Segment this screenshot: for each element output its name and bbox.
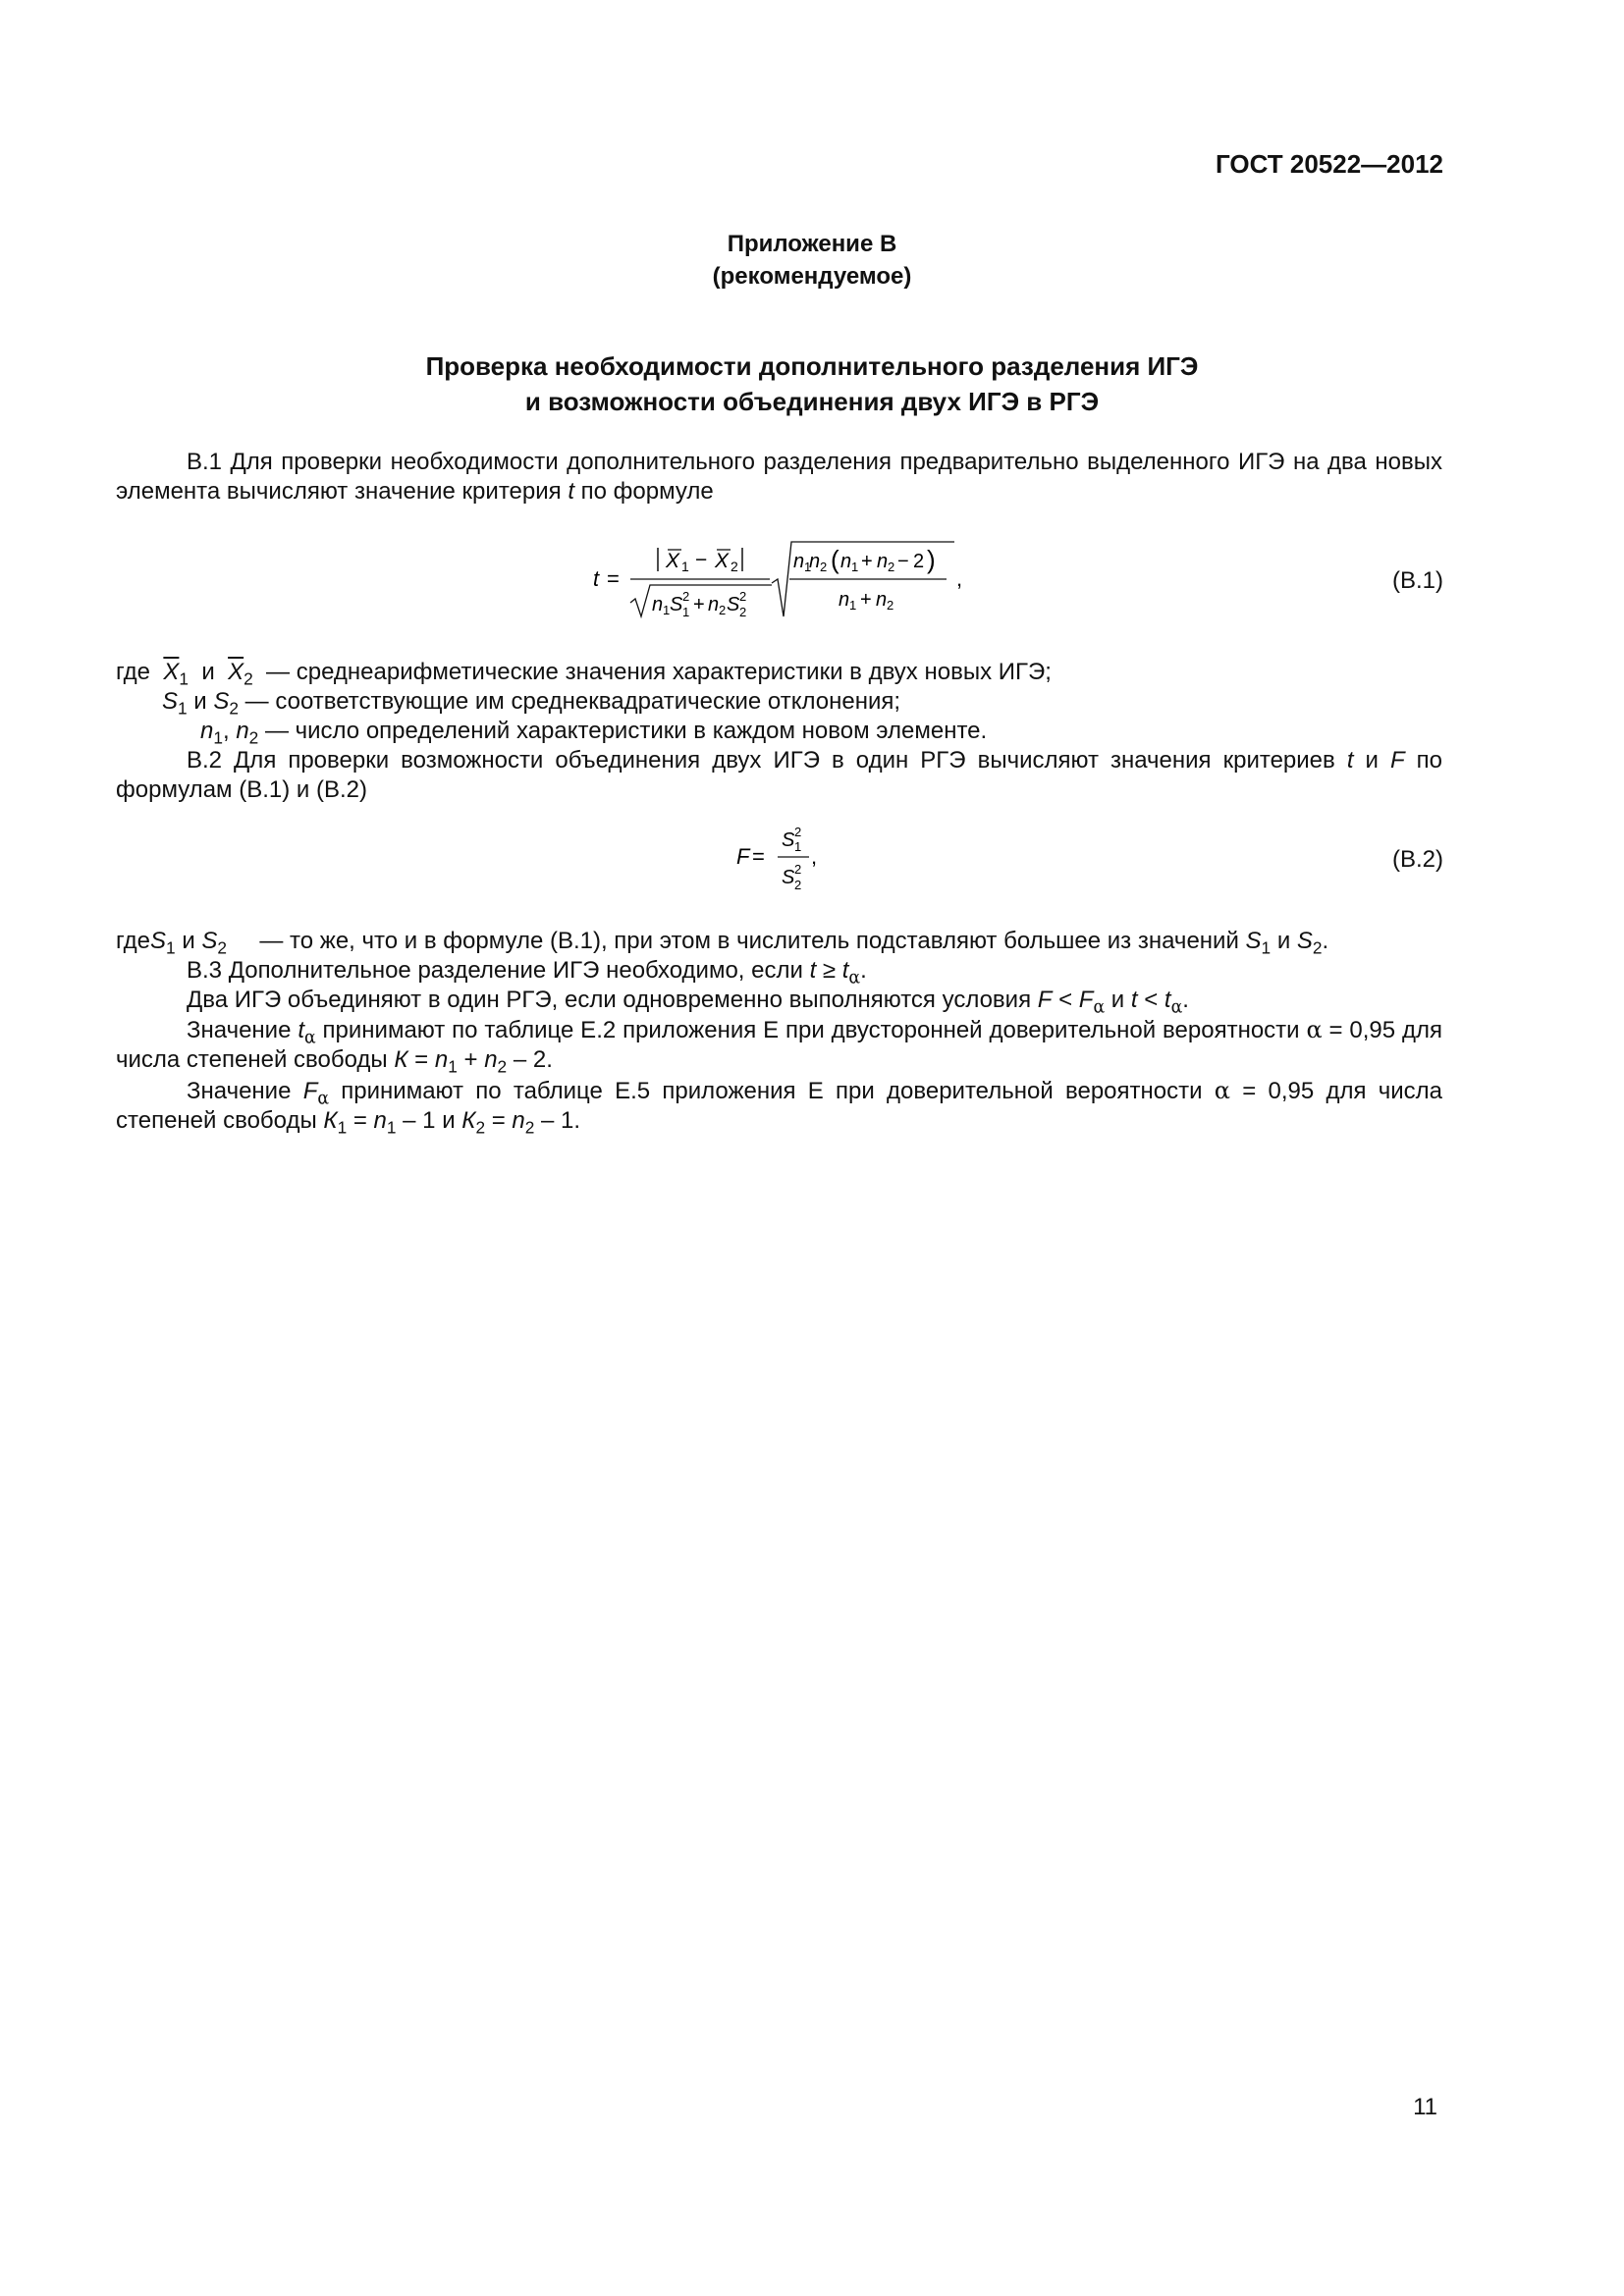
operator: = — [407, 1046, 435, 1073]
svg-text:2: 2 — [739, 589, 747, 604]
sub: 2 — [229, 698, 239, 719]
sub: 2 — [248, 727, 259, 748]
formula-b2-eq: = — [752, 844, 765, 869]
svg-text:+: + — [693, 594, 705, 615]
sub: 1 — [386, 1117, 397, 1138]
svg-text:1: 1 — [794, 839, 802, 854]
where-b2-line — [116, 927, 1328, 956]
var-s2: S — [201, 928, 218, 954]
formula-b1-eq: = — [607, 566, 620, 591]
formula-b2-comma: , — [811, 844, 818, 869]
paragraph-b1-text-end: по формуле — [573, 478, 714, 505]
svg-text:2: 2 — [888, 560, 895, 574]
page-number: 11 — [1413, 2094, 1437, 2120]
var-n1: n — [434, 1046, 449, 1073]
appendix-label: Приложение В — [727, 231, 897, 257]
operator: < — [1052, 987, 1079, 1013]
paragraph-b2 — [116, 746, 1442, 805]
appendix-heading — [0, 228, 1624, 293]
svg-text:+: + — [860, 589, 872, 611]
where-gde: где — [116, 659, 151, 685]
svg-text:n: n — [876, 589, 888, 611]
var-t-alpha: t — [1164, 987, 1171, 1013]
text: – 1. — [534, 1107, 581, 1134]
svg-text:n: n — [809, 551, 821, 572]
var-t: t — [1130, 987, 1138, 1013]
where-gde: где — [116, 928, 151, 954]
svg-text:S: S — [670, 594, 683, 615]
operator: = — [347, 1107, 374, 1134]
operator: + — [457, 1046, 485, 1073]
sub: 1 — [178, 698, 188, 719]
sub: 2 — [244, 668, 253, 689]
equation-number-b1: (В.1) — [1391, 567, 1443, 594]
var-n2: n — [236, 718, 249, 744]
var-t: t — [1346, 747, 1354, 774]
equation-number-b2: (В.2) — [1391, 846, 1443, 873]
sub: 2 — [475, 1117, 486, 1138]
svg-text:S: S — [782, 867, 795, 888]
svg-text:X: X — [715, 550, 730, 572]
var-t: t — [809, 957, 817, 984]
sep: , — [222, 718, 237, 744]
paragraph-b1 — [116, 448, 1442, 507]
where-line-x — [116, 658, 1052, 687]
svg-text:2: 2 — [731, 559, 738, 574]
var-n2: n — [512, 1107, 525, 1134]
formula-b2 — [727, 815, 835, 903]
svg-text:1: 1 — [849, 598, 857, 613]
var-n2: n — [484, 1046, 498, 1073]
var-t: t — [568, 478, 574, 505]
var-s1: S — [150, 928, 167, 954]
where-b2-desc: — то же, что и в формуле (В.1), при этом в числитель подставляют большее из значений — [259, 928, 1246, 954]
svg-text:2: 2 — [887, 598, 894, 613]
sub: 1 — [213, 727, 223, 748]
var-f: F — [1389, 747, 1405, 774]
sub: 1 — [179, 668, 189, 689]
conj: и — [1105, 987, 1131, 1013]
formula-b2-f: F — [736, 844, 750, 869]
where-x-desc: — среднеарифметические значения характеристики в двух новых ИГЭ; — [259, 659, 1052, 685]
alpha-symbol: α — [1306, 1016, 1323, 1043]
var-x2: $\overline{X}$ — [228, 659, 244, 685]
svg-text:2: 2 — [913, 551, 925, 572]
svg-text:(: ( — [831, 545, 839, 574]
sub-alpha: α — [848, 968, 861, 988]
svg-text:2: 2 — [719, 603, 727, 617]
sub: 1 — [448, 1056, 458, 1077]
var-k1: К — [323, 1107, 338, 1134]
svg-text:2: 2 — [794, 862, 802, 877]
conj: и — [1353, 747, 1390, 774]
formula-b1 — [579, 530, 992, 628]
sub-alpha: α — [1170, 997, 1183, 1018]
conj: и — [201, 659, 215, 685]
var-f-alpha: F — [1078, 987, 1094, 1013]
paragraph-merge-text: Два ИГЭ объединяют в один РГЭ, если одновременно выполняются условия — [187, 987, 1038, 1013]
var-n1: n — [200, 718, 214, 744]
paragraph-merge — [187, 986, 1189, 1018]
sub: 2 — [217, 937, 228, 958]
operator: ≥ — [816, 957, 842, 984]
sub-alpha: α — [317, 1089, 330, 1109]
paragraph-b2-text-end: по формулам (В.1) и (В.2) — [116, 747, 1443, 803]
svg-text:1: 1 — [663, 603, 671, 617]
var-t: t — [298, 1017, 304, 1043]
conj: и — [1271, 928, 1297, 954]
paragraph-b3-text: В.3 Дополнительное разделение ИГЭ необходимо, если — [187, 957, 810, 984]
var-x1: $\overline{X}$ — [163, 659, 180, 685]
var-k2: К — [461, 1107, 476, 1134]
svg-text:n: n — [840, 551, 852, 572]
svg-text:S: S — [782, 829, 795, 851]
section-title-line1: Проверка необходимости дополнительного разделения ИГЭ — [425, 351, 1199, 381]
punct: . — [860, 957, 867, 984]
paragraph-t-alpha-text: Значение — [187, 1017, 298, 1043]
appendix-kind: (рекомендуемое) — [712, 263, 912, 290]
svg-text:n: n — [793, 551, 805, 572]
var-s1: S — [1245, 928, 1262, 954]
svg-text:): ) — [927, 545, 936, 574]
svg-text:−: − — [695, 549, 708, 571]
svg-text:1: 1 — [682, 605, 690, 619]
var-k: К — [394, 1046, 408, 1073]
alpha-symbol: α — [1214, 1077, 1230, 1104]
sub-alpha: α — [1093, 997, 1106, 1018]
sub: 1 — [337, 1117, 348, 1138]
document-code: ГОСТ 20522—2012 — [1216, 149, 1443, 179]
punct: . — [1322, 928, 1329, 954]
svg-text:n: n — [877, 551, 889, 572]
where-s-desc: — соответствующие им среднеквадратические отклонения; — [239, 688, 901, 715]
operator: < — [1137, 987, 1164, 1013]
paragraph-b1-text: В.1 Для проверки необходимости дополнительного разделения предварительно выделенного ИГЭ на два новых элемента вычисляют значение критерия — [116, 449, 1442, 505]
var-s1: S — [162, 688, 179, 715]
paragraph-b2-text: В.2 Для проверки возможности объединения двух ИГЭ в один РГЭ вычисляют значения критериев — [187, 747, 1347, 774]
paragraph-t-alpha — [116, 1015, 1442, 1075]
paragraph-f-alpha-text: Значение — [187, 1078, 303, 1104]
sub: 1 — [166, 937, 176, 958]
svg-text:n: n — [839, 589, 850, 611]
formula-b1-comma: , — [956, 566, 963, 591]
svg-text:n: n — [708, 594, 720, 615]
sub-alpha: α — [303, 1028, 316, 1048]
text: – 2. — [507, 1046, 553, 1073]
var-f: F — [1037, 987, 1053, 1013]
var-t-alpha: t — [841, 957, 849, 984]
svg-text:2: 2 — [682, 589, 690, 604]
where-line-n — [200, 717, 987, 746]
svg-text:−: − — [897, 551, 909, 572]
sub: 2 — [524, 1117, 535, 1138]
paragraph-b3 — [187, 956, 867, 986]
sub: 2 — [1312, 937, 1323, 958]
text: = 0,95 для числа степеней свободы — [116, 1078, 1442, 1134]
var-f: F — [302, 1078, 318, 1104]
svg-text:1: 1 — [851, 560, 859, 574]
punct: . — [1182, 987, 1189, 1013]
svg-text:X: X — [666, 550, 680, 572]
svg-text:n: n — [652, 594, 664, 615]
var-s2: S — [213, 688, 230, 715]
svg-text:+: + — [861, 551, 873, 572]
svg-text:2: 2 — [794, 878, 802, 892]
svg-text:2: 2 — [739, 605, 747, 619]
formula-b1-t: t — [593, 566, 600, 591]
section-title — [0, 348, 1624, 419]
paragraph-f-alpha — [116, 1076, 1442, 1136]
text: – 1 и — [396, 1107, 462, 1134]
text: принимают по таблице Е.2 приложения Е при двусторонней доверительной вероятности — [315, 1017, 1307, 1043]
svg-text:2: 2 — [820, 560, 828, 574]
section-title-line2: и возможности объединения двух ИГЭ в РГЭ — [524, 387, 1100, 416]
svg-text:S: S — [727, 594, 740, 615]
sub: 1 — [1261, 937, 1272, 958]
var-s2: S — [1296, 928, 1313, 954]
svg-text:2: 2 — [794, 825, 802, 839]
svg-text:1: 1 — [681, 559, 689, 574]
svg-text:1: 1 — [804, 560, 812, 574]
sub: 2 — [497, 1056, 508, 1077]
where-n-desc: — число определений характеристики в каждом новом элементе. — [258, 718, 988, 744]
conj: и — [175, 928, 202, 954]
operator: = — [485, 1107, 513, 1134]
var-n1: n — [373, 1107, 387, 1134]
text: = 0,95 для числа степеней свободы — [116, 1017, 1442, 1073]
where-line-s — [162, 687, 900, 717]
conj: и — [187, 688, 214, 715]
text: принимают по таблице Е.5 приложения Е при доверительной вероятности — [329, 1078, 1215, 1104]
